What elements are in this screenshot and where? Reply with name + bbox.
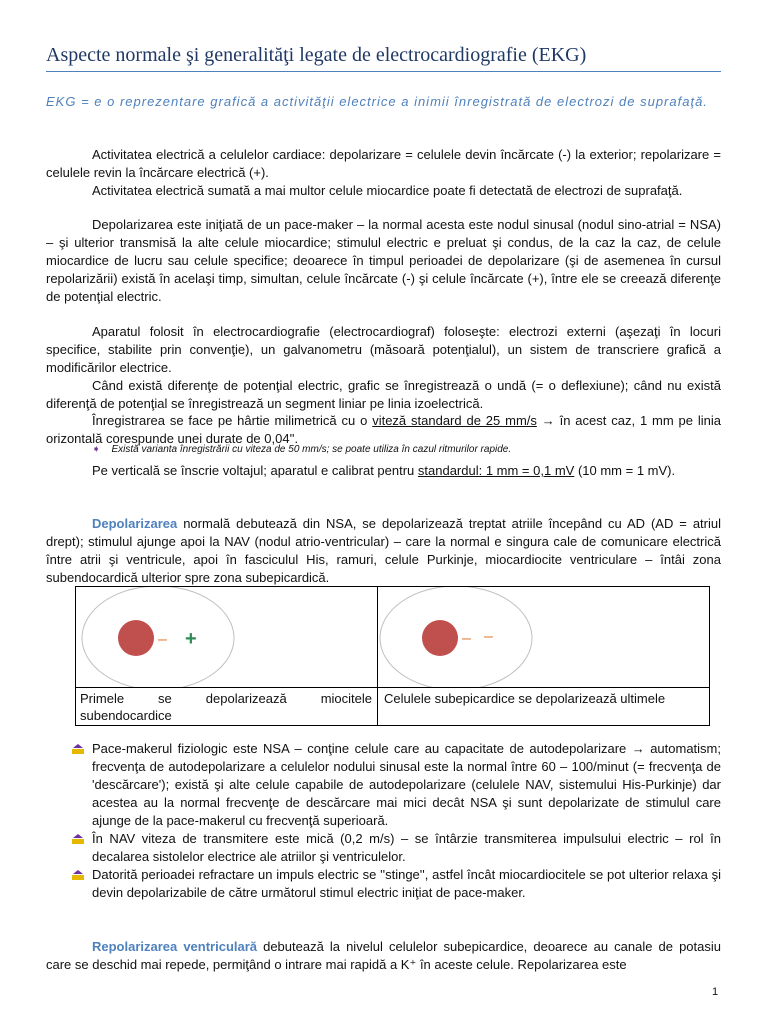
title-underline — [46, 71, 721, 72]
paragraph-voltage-standard — [46, 462, 721, 480]
list-item — [72, 830, 721, 866]
arrow-bullet-icon: ➧ — [92, 444, 101, 455]
page-number: 1 — [712, 986, 719, 998]
paragraph-device — [46, 323, 721, 377]
paragraph-summed-activity — [46, 182, 721, 200]
paragraph-text: Depolarizarea este iniţiată de un pace-maker – la normal acesta este nodul sinusal (nodul sino-atrial = NSA) – şi ulterior transmisă la alte celule miocardice; stimulul electric e preluat şi condus, de la caz la caz, de celule miocardice de lucru sau celule specifice; deoarece în timpul perioadei de depolarizare (şi de asemenea în cursul repolarizării) există în acelaşi timp, simultan, celule încărcate (-) şi celule încărcate (+), între ele se creează diferenţe de potenţial electric. — [46, 217, 721, 304]
figure-caption-row — [76, 687, 709, 726]
plus-sign: + — [185, 628, 197, 650]
intro-definition: EKG = e o reprezentare grafică a activităţii electrice a inimii înregistrată de electrozi de suprafaţă. — [46, 94, 708, 109]
depolarization-heading: Depolarizarea — [92, 516, 178, 531]
list-item — [72, 740, 721, 830]
bullet-arrow-icon — [72, 870, 84, 881]
paragraph-depolarization — [46, 515, 721, 587]
paragraph-repolarization — [46, 938, 721, 974]
paragraph-text: Pe verticală se înscrie voltajul; aparatul e calibrat pentru — [92, 463, 418, 478]
endocardial-core — [118, 620, 154, 656]
paragraph-text: → în acest caz, 1 mm pe linia orizontală corespunde unei durate de 0,04''. — [46, 413, 721, 446]
cell-diagram-left — [76, 587, 377, 687]
caption-divider — [377, 688, 378, 726]
cell-diagram-right — [378, 587, 709, 687]
paragraph-potential-differences — [46, 377, 721, 413]
paragraph-activity — [46, 146, 721, 182]
paragraph-depolarization-initiation — [46, 216, 721, 306]
note-text: Există varianta înregistrării cu viteza de 50 mm/s; se poate utiliza în cazul ritmurilor rapide. — [111, 444, 512, 455]
page-title: Aspecte normale şi generalităţi legate de electrocardiografie (EKG) — [46, 44, 587, 66]
bullet-text: Datorită perioadei refractare un impuls electric se ''stinge'', astfel încât miocardiocitele se pot ulterior relaxa şi devin depolarizabile de către următorul stimul electric iniţiat de pace-maker. — [92, 867, 721, 900]
caption-right: Celulele subepicardice se depolarizează ultimele — [384, 691, 666, 706]
paragraph-paper-speed — [46, 412, 721, 448]
paragraph-text: debutează la nivelul celulelor subepicardice, deoarece au canale de potasiu care se deschid mai repede, permiţând o intrare mai rapidă a K⁺ în aceste celule. Repolarizarea este — [46, 939, 721, 972]
figure-cell-subepicardial — [378, 587, 709, 687]
bullet-list — [72, 740, 721, 902]
minus-sign: – — [462, 630, 471, 647]
paragraph-text: Când există diferenţe de potenţial electric, grafic se înregistrează o undă (= o deflexiune); când nu există diferenţă de potenţial se înregistrează un segment liniar pe linia izoelectrică. — [46, 378, 721, 411]
endocardial-core — [422, 620, 458, 656]
paragraph-text: (10 mm = 1 mV). — [574, 463, 676, 478]
bullet-text: În NAV viteza de transmitere este mică (0,2 m/s) – se întârzie transmiterea impulsului electric – rol în decalarea sistolelor electrice ale atriilor şi ventriculelor. — [92, 831, 721, 864]
bullet-arrow-icon — [72, 834, 84, 845]
bullet-text: Pace-makerul fiziologic este NSA – conţine celule care au capacitate de autodepolarizare → automatism; frecvenţa de autodepolarizare a celulelor nodului sinusal este la normal între 60 – 100/minut (= frecvenţa de 'descărcare'); există şi alte celule capabile de autodepolarizare (celulele NAV, sistemului His-Purkinje) dar acestea au la normal frecvenţe de descărcare mai mici decât NSA şi sunt depolarizate de stimulul care ajunge de la pace-makerul cu frecvenţă superioară. — [92, 741, 721, 828]
depolarization-figure — [75, 586, 710, 726]
voltage-standard: standardul: 1 mm = 0,1 mV — [417, 463, 575, 478]
standard-speed: viteză standard de 25 mm/s — [372, 413, 537, 428]
paragraph-text: Activitatea electrică a celulelor cardiace: depolarizare = celulele devin încărcate (-) la exterior; repolarizare = celulele revin la încărcare electrică (+). — [46, 147, 721, 180]
speed-note — [92, 444, 511, 455]
paragraph-text: Înregistrarea se face pe hârtie milimetrică cu o — [92, 413, 373, 428]
minus-sign: – — [158, 631, 167, 648]
repolarization-heading: Repolarizarea ventriculară — [92, 939, 258, 954]
caption-left: Primele se depolarizează miocitele subendocardice — [80, 691, 372, 723]
paragraph-text: Aparatul folosit în electrocardiografie (electrocardiograf) foloseşte: electrozi externi (aşezaţi în locuri specifice, stabilite prin convenţie), un galvanometru (măsoară potenţialul), un sistem de transcriere grafică a modificărilor electrice. — [46, 324, 721, 375]
list-item — [72, 866, 721, 902]
minus-sign: – — [484, 628, 493, 645]
figure-cell-subendocardial — [76, 587, 378, 687]
paragraph-text: Activitatea electrică sumată a mai multor celule miocardice poate fi detectată de electrozi de suprafaţă. — [92, 183, 683, 198]
paragraph-text: normală debutează din NSA, se depolarizează treptat atriile începând cu AD (AD = atriul drept); stimulul ajunge apoi la NAV (nodul atrio-ventricular) – care la normal e singura cale de comunicare electrică între atrii şi ventricule, apoi în fasciculul His, ramuri, celule Purkinje, miocardiocite ventriculare – întâi zona subendocardică ulterior spre zona subepicardică. — [46, 516, 721, 585]
bullet-arrow-icon — [72, 744, 84, 755]
